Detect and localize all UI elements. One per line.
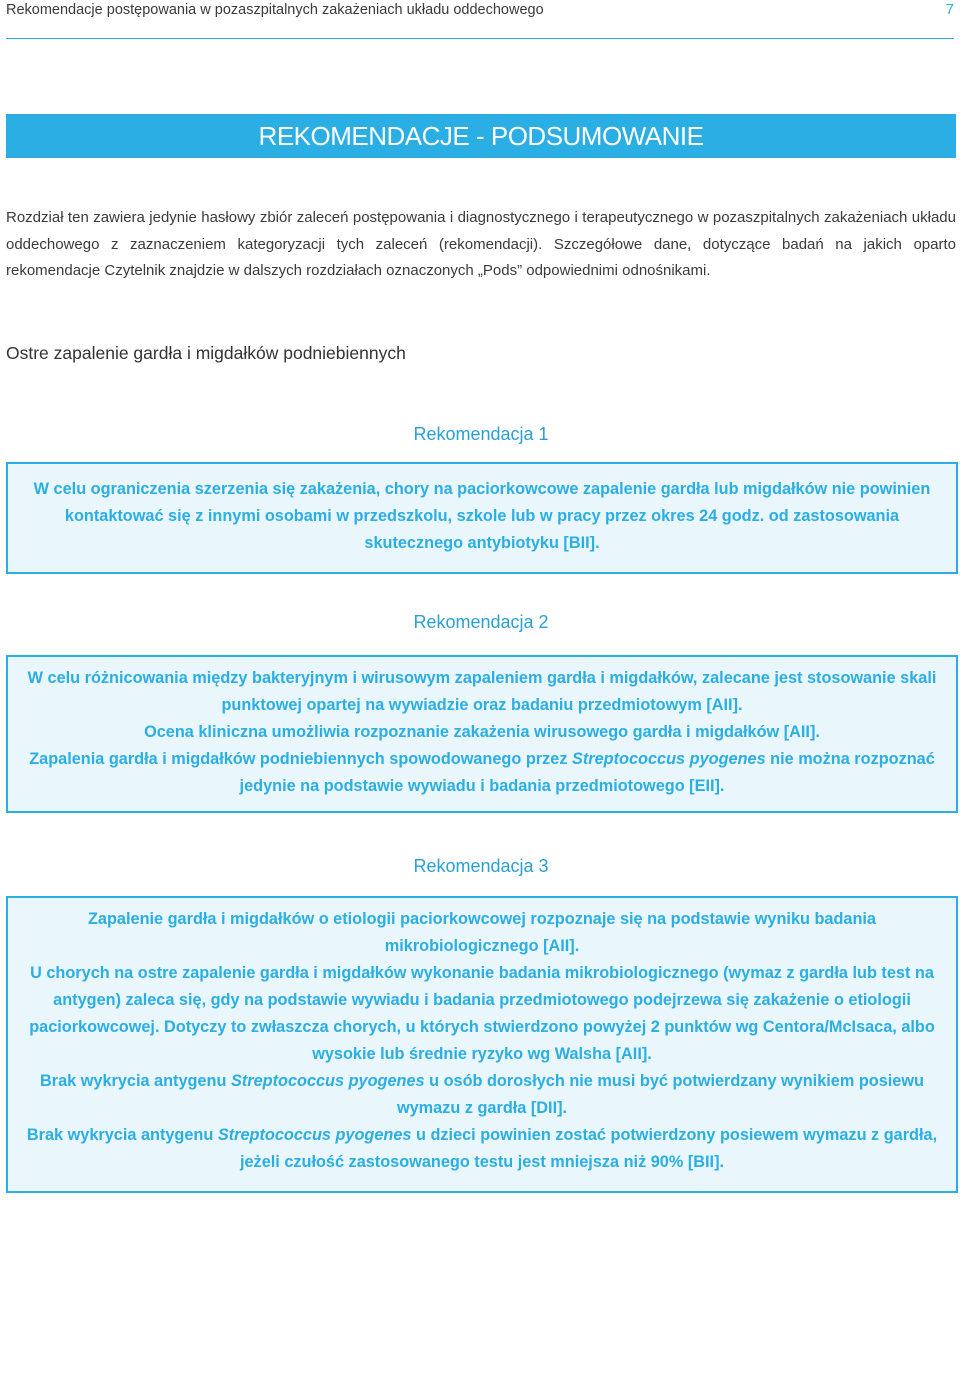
recommendation-text: U chorych na ostre zapalenie gardła i migdałków wykonanie badania mikrobiologicznego (wymaz z gardła lub test na antygen) zaleca się, gdy na podstawie wywiadu i badania przedmiotowego podejrzewa się zakażenie o etiologii paciorkowcowej. Dotyczy to zwłaszcza chorych, u których stwierdzono powyżej 2 punktów wg Centora/McIsaca, albo wysokie lub średnie ryzyko wg Walsha [AII]. [29,964,935,1063]
species-name: Streptococcus pyogenes [230,1072,425,1090]
recommendation-text: W celu różnicowania między bakteryjnym i wirusowym zapaleniem gardła i migdałków, zalecane jest stosowanie skali punktowej opartej na wywiadzie oraz badaniu przedmiotowym [AII]. [27,669,937,714]
running-title: Rekomendacje postępowania w pozaszpitalnych zakażeniach układu oddechowego [6,2,544,18]
recommendation-text [22,1122,942,1176]
recommendation-text-part: Brak wykrycia antygenu [26,1126,218,1144]
recommendation-text: W celu ograniczenia szerzenia się zakażenia, chory na paciorkowcowe zapalenie gardła lub migdałków nie powinien kontaktować się z innymi osobami w przedszkolu, szkole lub w pracy przez okres 24 godz. od zastosowania skutecznego antybiotyku [BII]. [33,480,931,552]
recommendation-text-part: Zapalenia gardła i migdałków podniebiennych spowodowanego przez [29,750,572,768]
recommendation-text: Zapalenie gardła i migdałków o etiologii paciorkowcowej rozpoznaje się na podstawie wyniku badania mikrobiologicznego [AII]. [87,910,876,955]
section-heading: Ostre zapalenie gardła i migdałków podniebiennych [6,343,406,363]
recommendation-text: Ocena kliniczna umożliwia rozpoznanie zakażenia wirusowego gardła i migdałków [AII]. [144,723,820,741]
recommendation-text [22,746,942,800]
header-divider [6,38,954,39]
intro-paragraph: Rozdział ten zawiera jedynie hasłowy zbiór zaleceń postępowania i diagnostycznego i terapeutycznego w pozaszpitalnych zakażeniach układu oddechowego z zaznaczeniem kategoryzacji tych zaleceń (rekomendacji). Szczegółowe dane, dotyczące badań na jakich oparto rekomendacje Czytelnik znajdzie w dalszych rozdziałach oznaczonych „Pods” odpowiednimi odnośnikami. [6,209,956,279]
page-number: 7 [945,1,954,18]
recommendation-text-part: Brak wykrycia antygenu [40,1072,231,1090]
running-header [6,0,954,40]
recommendation-heading: Rekomendacja 2 [413,612,549,632]
section-banner [6,114,956,158]
recommendation-heading: Rekomendacja 3 [413,856,549,876]
recommendation-box [6,462,958,574]
recommendation-text-part: u osób dorosłych nie musi być potwierdzany wynikiem posiewu wymazu z gardła [DII]. [396,1072,924,1117]
species-name: Streptococcus pyogenes [572,750,766,768]
banner-title: REKOMENDACJE - PODSUMOWANIE [258,121,704,151]
recommendation-text [22,1068,942,1122]
recommendation-text-part: u dzieci powinien zostać potwierdzony posiewem wymazu z gardła, jeżeli czułość zastosowanego testu jest mniejsza niż 90% [BII]. [239,1126,938,1171]
recommendation-text-part: nie można rozpoznać jedynie na podstawie wywiadu i badania przedmiotowego [EII]. [239,750,935,795]
recommendation-box [6,896,958,1193]
recommendation-box [6,655,958,813]
recommendation-heading: Rekomendacja 1 [413,424,549,444]
species-name: Streptococcus pyogenes [217,1126,412,1144]
